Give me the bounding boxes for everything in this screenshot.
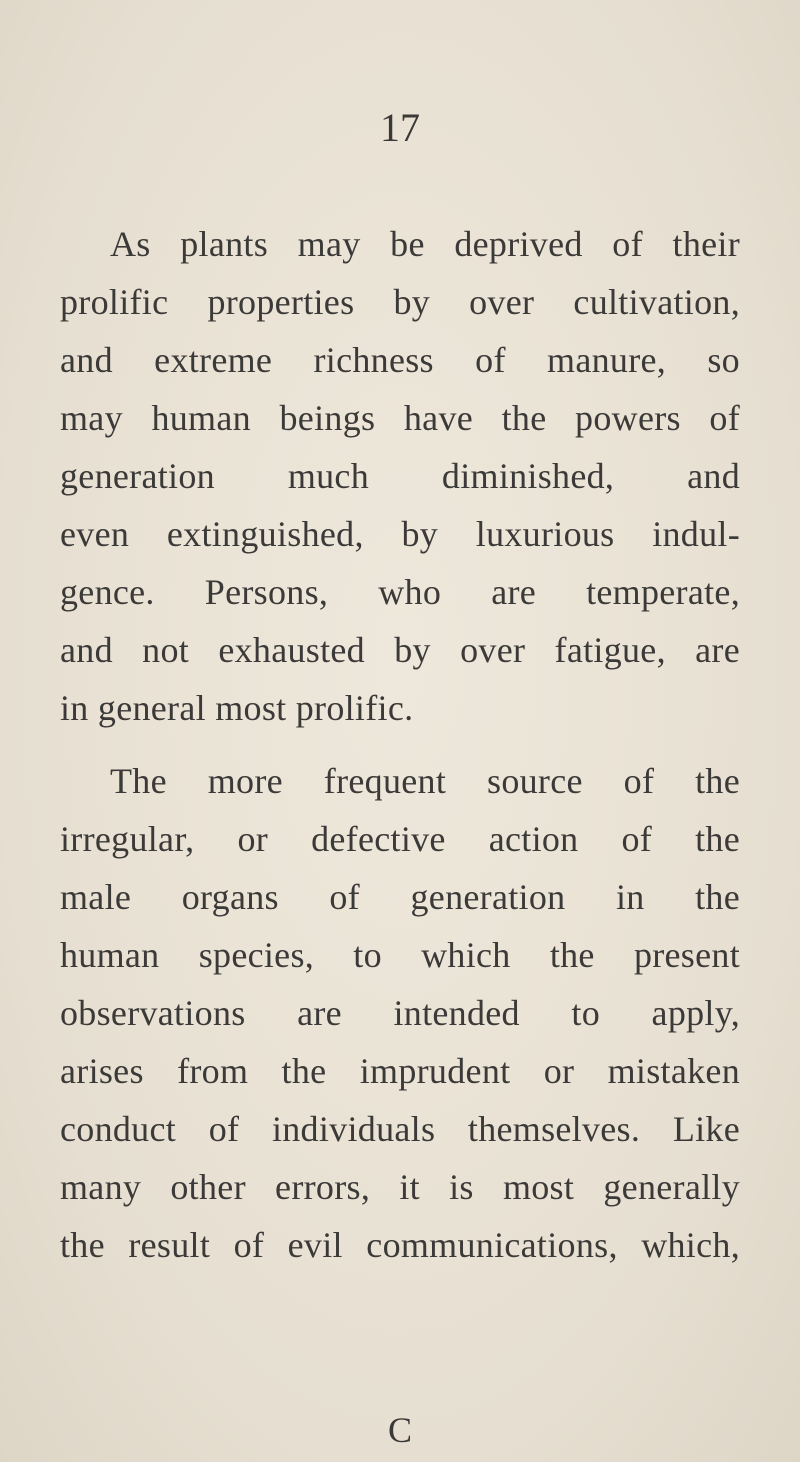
text-line: observations are intended to apply,	[60, 993, 740, 1033]
text-line: gence. Persons, who are temperate,	[60, 572, 740, 612]
text-line: generation much diminished, and	[60, 456, 740, 496]
text-line: male organs of generation in the	[60, 877, 740, 917]
signature-mark: C	[387, 1410, 412, 1450]
text-line: human species, to which the present	[60, 935, 740, 975]
page-number: 17	[380, 105, 420, 150]
text-line: even extinguished, by luxurious indul-	[60, 514, 740, 554]
paragraph-1	[60, 215, 740, 737]
text-line: As plants may be deprived of their	[110, 224, 740, 264]
text-line: and extreme richness of manure, so	[60, 340, 740, 380]
text-line: prolific properties by over cultivation,	[60, 282, 740, 322]
text-line: irregular, or defective action of the	[60, 819, 740, 859]
paragraph-2	[60, 752, 740, 1274]
text-line: conduct of individuals themselves. Like	[60, 1109, 740, 1149]
text-line: may human beings have the powers of	[60, 398, 740, 438]
text-line: in general most prolific.	[60, 688, 414, 728]
text-line: many other errors, it is most generally	[60, 1167, 740, 1207]
text-line: The more frequent source of the	[110, 761, 740, 801]
text-line: arises from the imprudent or mistaken	[60, 1051, 740, 1091]
text-line: the result of evil communications, which,	[60, 1225, 740, 1265]
text-line: and not exhausted by over fatigue, are	[60, 630, 740, 670]
